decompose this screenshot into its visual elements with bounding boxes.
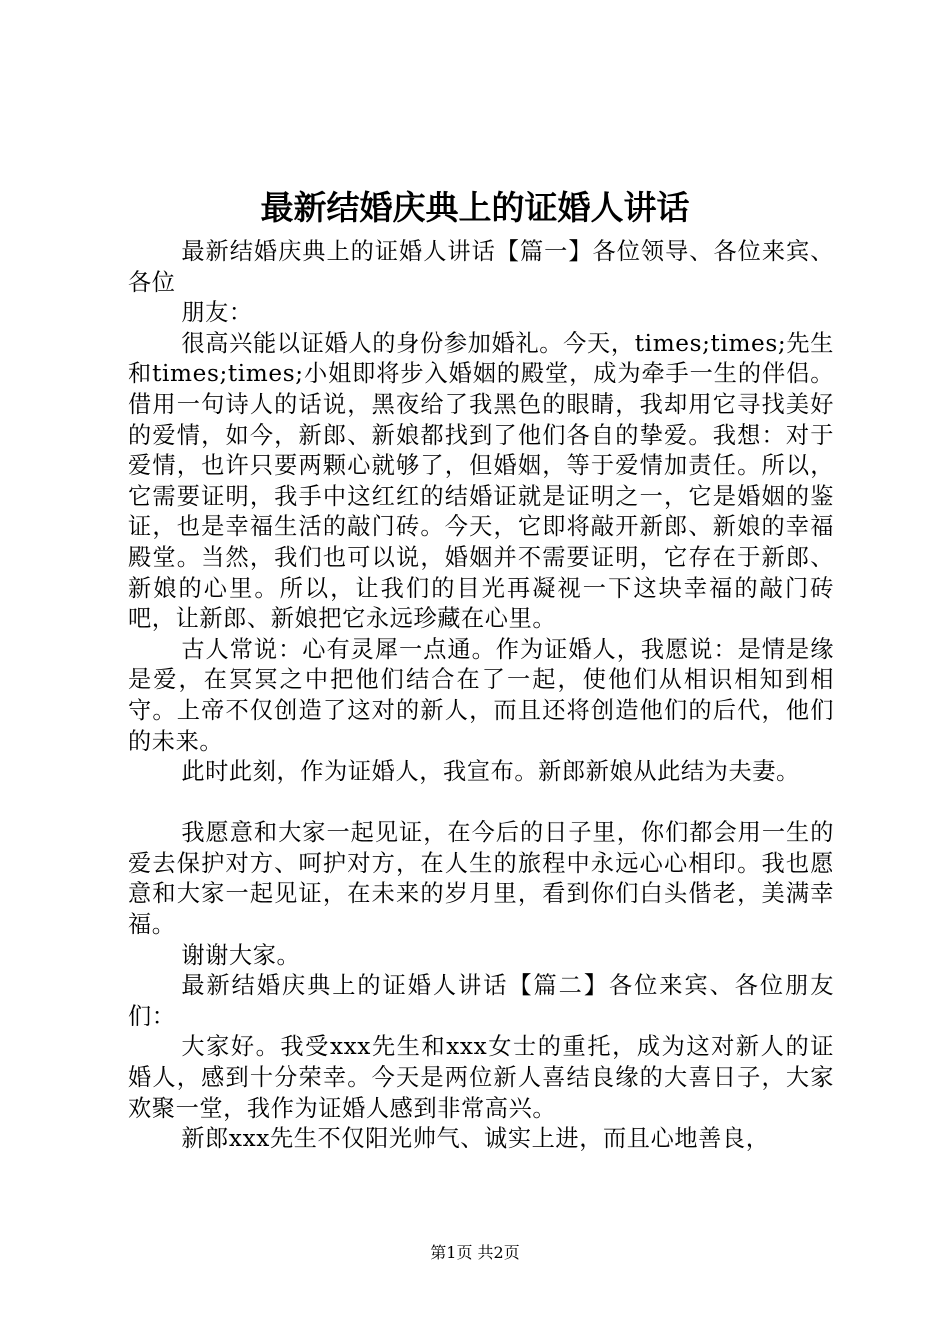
paragraph: 最新结婚庆典上的证婚人讲话【篇一】各位领导、各位来宾、各位 <box>128 238 834 296</box>
paragraph: 古人常说：心有灵犀一点通。作为证婚人，我愿说：是情是缘是爱，在冥冥之中把他们结合在了一起，使他们从相识相知到相守。上帝不仅创造了这对的新人，而且还将创造他们的后代，他们的未来。 <box>128 635 834 755</box>
paragraph: 我愿意和大家一起见证，在今后的日子里，你们都会用一生的爱去保护对方、呵护对方，在人生的旅程中永远心心相印。我也愿意和大家一起见证，在未来的岁月里，看到你们白头偕老，美满幸福。 <box>128 819 834 939</box>
paragraph: 最新结婚庆典上的证婚人讲话【篇二】各位来宾、各位朋友们： <box>128 972 834 1030</box>
paragraph: 朋友： <box>181 299 253 327</box>
document-title: 最新结婚庆典上的证婚人讲话 <box>260 188 690 227</box>
paragraph: 大家好。我受xxx先生和xxx女士的重托，成为这对新人的证婚人，感到十分荣幸。今天是两位新人喜结良缘的大喜日子，大家欢聚一堂，我作为证婚人感到非常高兴。 <box>128 1033 834 1122</box>
paragraph: 很高兴能以证婚人的身份参加婚礼。今天，times;times;先生和times;times;小姐即将步入婚姻的殿堂，成为牵手一生的伴侣。借用一句诗人的话说，黑夜给了我黑色的眼睛，我却用它寻找美好的爱情，如今，新郎、新娘都找到了他们各自的挚爱。我想：对于爱情，也许只要两颗心就够了，但婚姻，等于爱情加责任。所以，它需要证明，我手中这红红的结婚证就是证明之一，它是婚姻的鉴证，也是幸福生活的敲门砖。今天，它即将敲开新郎、新娘的幸福殿堂。当然，我们也可以说，婚姻并不需要证明，它存在于新郎、新娘的心里。所以，让我们的目光再凝视一下这块幸福的敲门砖吧，让新郎、新娘把它永远珍藏在心里。 <box>128 329 834 633</box>
paragraph: 此时此刻，作为证婚人，我宣布。新郎新娘从此结为夫妻。 <box>181 758 800 786</box>
blank-line <box>128 788 834 819</box>
paragraph: 谢谢大家。 <box>181 941 301 969</box>
document-body <box>128 237 834 1155</box>
page-footer: 第1页 共2页 <box>430 1243 520 1262</box>
paragraph: 新郎xxx先生不仅阳光帅气、诚实上进，而且心地善良， <box>181 1125 770 1153</box>
